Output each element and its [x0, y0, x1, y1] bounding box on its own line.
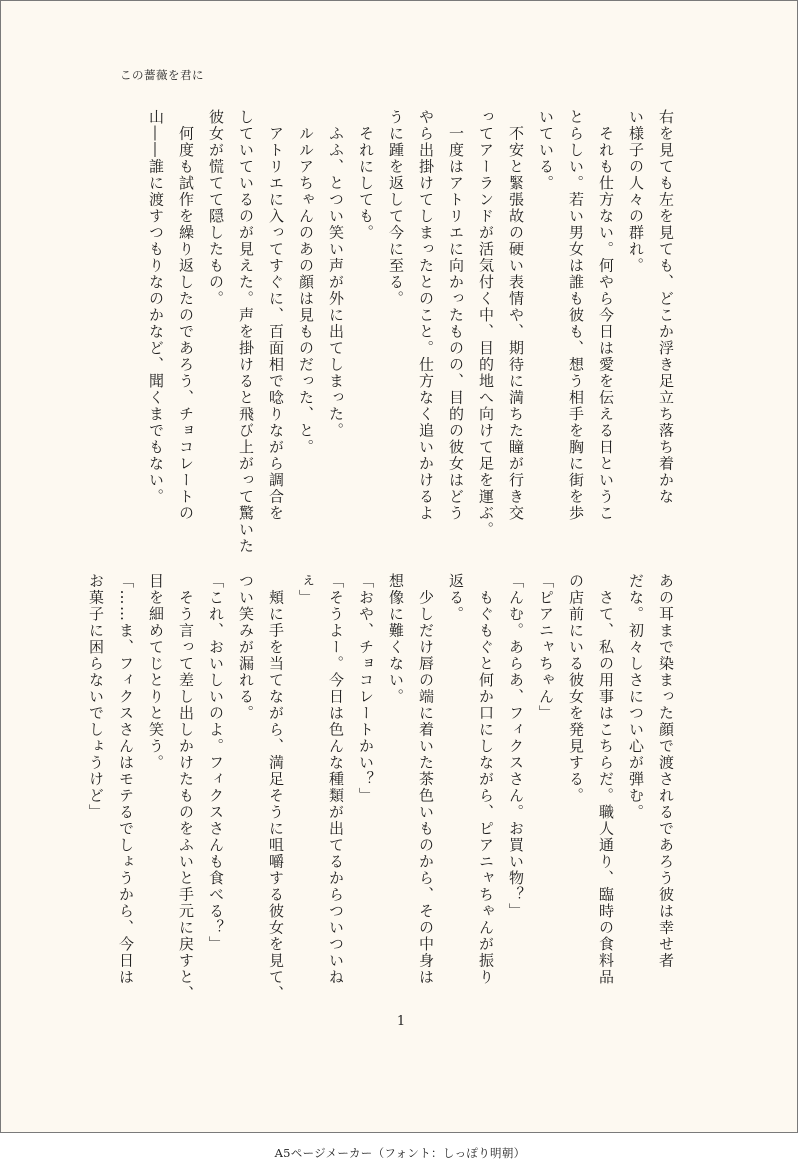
text-line: いている。: [537, 109, 555, 192]
lower-text-column: [81, 573, 681, 1021]
text-line: 「んむ。あらあ、フィクスさん。お買い物？」: [507, 573, 525, 920]
text-line: 不安と緊張故の硬い表情や、期待に満ちた瞳が行き交: [507, 109, 525, 522]
text-line: ぇ」: [297, 573, 315, 606]
text-line: 彼女が慌てて隠したもの。: [207, 109, 225, 307]
text-line: お菓子に困らないでしょうけど」: [87, 573, 105, 821]
footer-caption: A5ページメーカー（フォント：しっぽり明朝）: [274, 1146, 526, 1160]
page-number: 1: [396, 1014, 406, 1029]
text-line: 「これ、おいしいのよ。フィクスさんも食べる？」: [207, 573, 225, 953]
text-line: い様子の人々の群れ。: [627, 109, 645, 274]
text-line: つい笑みが漏れる。: [237, 573, 255, 722]
text-line: 少しだけ唇の端に着いた茶色いものから、その中身は: [417, 573, 435, 986]
text-line: 「おや、チョコレートかい？」: [357, 573, 375, 804]
text-line: の店前にいる彼女を発見する。: [567, 573, 585, 804]
text-line: 右を見ても左を見ても、どこか浮き足立ち落ち着かな: [657, 109, 675, 505]
text-line: 頬に手を当てながら、満足そうに咀嚼する彼女を見て、: [267, 573, 285, 1002]
text-line: 何度も試作を繰り返したのであろう、チョコレートの: [177, 109, 195, 522]
text-line: 一度はアトリエに向かったものの、目的の彼女はどう: [447, 109, 465, 522]
text-line: もぐもぐと何か口にしながら、ピアニャちゃんが振り: [477, 573, 495, 986]
text-line: 「そうよー。今日は色んな種類が出てるからついついね: [327, 573, 345, 986]
text-line: やら出掛けてしまったとのこと。仕方なく追いかけるよ: [417, 109, 435, 522]
text-line: うに踵を返して今に至る。: [387, 109, 405, 307]
text-line: とらしい。若い男女は誰も彼も、想う相手を胸に街を歩: [567, 109, 585, 522]
text-line: 山――誰に渡すつもりなのかなど、聞くまでもない。: [147, 109, 165, 505]
text-line: それも仕方ない。何やら今日は愛を伝える日というこ: [597, 109, 615, 522]
text-line: アトリエに入ってすぐに、百面相で唸りながら調合を: [267, 109, 285, 522]
running-title: この薔薇を君に: [120, 68, 204, 82]
text-line: そう言って差し出しかけたものをふいと手元に戻すと、: [177, 573, 195, 1002]
text-line: 想像に難くない。: [387, 573, 405, 705]
text-line: それにしても。: [357, 109, 375, 241]
text-line: 目を細めてじとりと笑う。: [147, 573, 165, 771]
text-line: 「ピアニャちゃん」: [537, 573, 555, 722]
text-line: ってアーランドが活気付く中、目的地へ向けて足を運ぶ。: [477, 109, 495, 538]
text-line: 返る。: [447, 573, 465, 623]
text-line: さて、私の用事はこちらだ。職人通り、臨時の食料品: [597, 573, 615, 986]
text-line: だな。初々しさについ心が弾む。: [627, 573, 645, 821]
text-line: あの耳まで染まった顔で渡されるであろう彼は幸せ者: [657, 573, 675, 969]
text-line: ふふ、とつい笑い声が外に出てしまった。: [327, 109, 345, 439]
text-line: ルルアちゃんのあの顔は見ものだった、と。: [297, 109, 315, 456]
text-line: していているのが見えた。声を掛けると飛び上がって驚いた: [237, 109, 255, 555]
upper-text-column: [141, 109, 681, 557]
text-line: 「……ま、フィクスさんはモテるでしょうから、今日は: [117, 573, 135, 986]
